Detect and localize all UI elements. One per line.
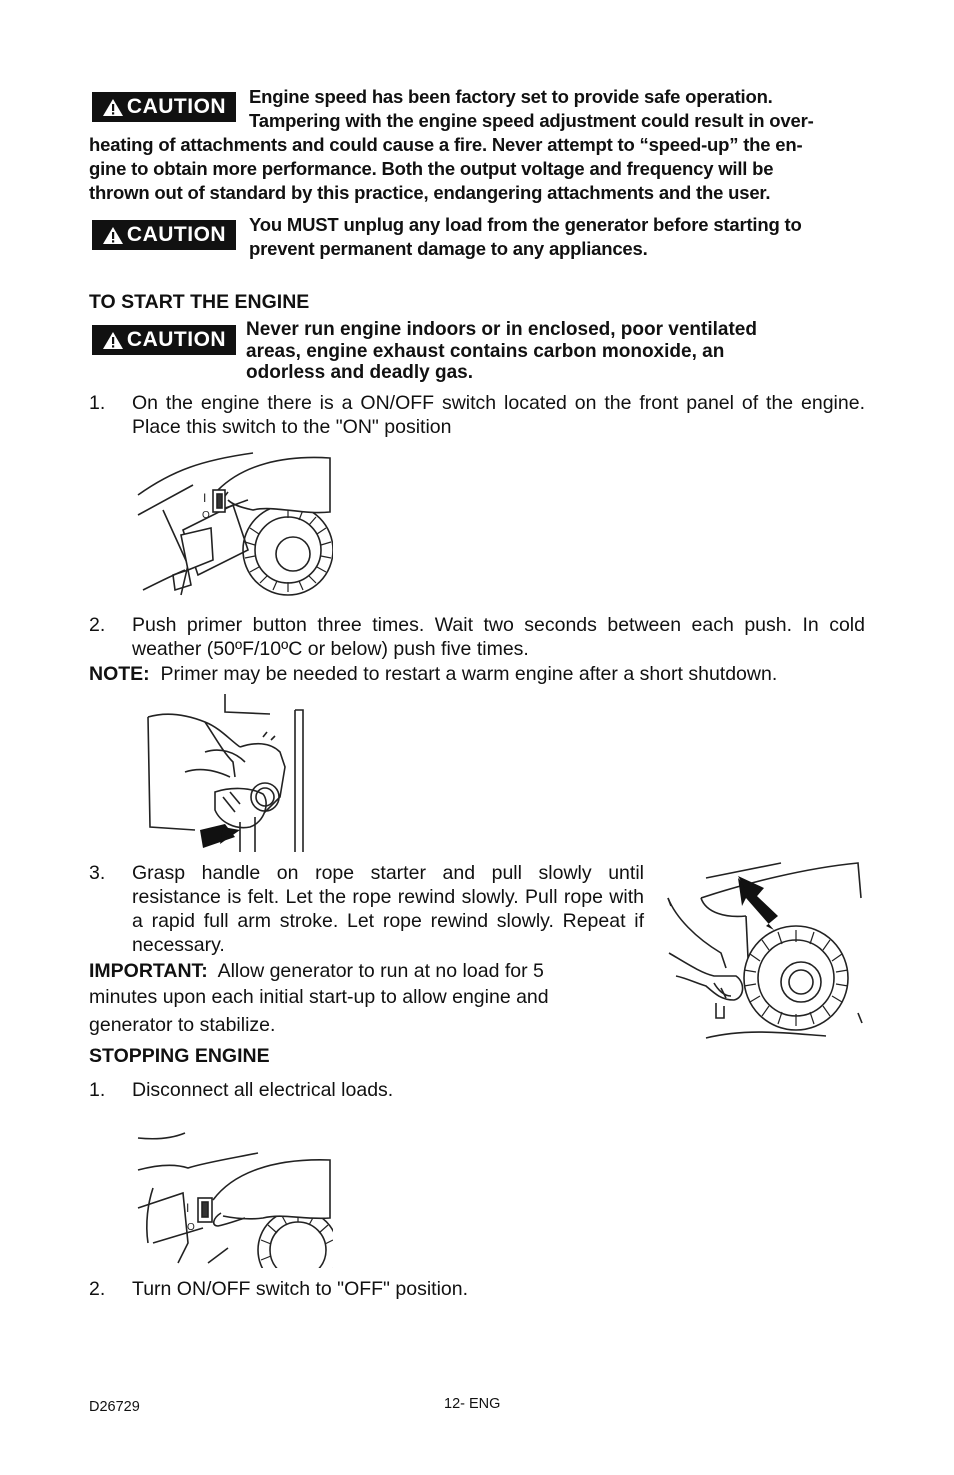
caution-line: areas, engine exhaust contains carbon monoxide, an: [246, 341, 725, 362]
model-number: D26729: [89, 1399, 140, 1415]
caution-badge: [92, 92, 236, 122]
caution-line: odorless and deadly gas.: [246, 362, 474, 383]
step-text: Grasp handle on rope starter and pull slowly until resistance is felt. Let the rope rewind slowly. Pull rope with a rapid full arm stroke. Let rope rewind slowly. Repeat if necessary.: [132, 862, 644, 956]
step-number: 2.: [89, 1278, 106, 1300]
step-text: On the engine there is a ON/OFF switch located on the front panel of the engine. Place this switch to the "ON" position: [132, 392, 865, 438]
step-number: 3.: [89, 862, 106, 884]
start-step-1: [89, 391, 865, 441]
page-number: 12- ENG: [444, 1396, 501, 1412]
caution-badge: [92, 325, 236, 355]
start-step-2: [89, 613, 865, 663]
section-heading-start: TO START THE ENGINE: [89, 291, 310, 313]
caution-line: prevent permanent damage to any appliances.: [249, 238, 648, 259]
caution-line: Tampering with the engine speed adjustment could result in over-: [249, 110, 814, 131]
important-note: [89, 958, 544, 984]
start-step-3: [89, 861, 644, 959]
caution-line: Never run engine indoors or in enclosed, poor ventilated: [246, 319, 757, 340]
warning-triangle-icon: [102, 226, 124, 245]
note-label: NOTE:: [89, 663, 150, 685]
caution-label: CAUTION: [126, 223, 227, 246]
caution-line: You MUST unplug any load from the generator before starting to: [249, 214, 802, 235]
warning-triangle-icon: [102, 98, 124, 117]
caution-line: thrown out of standard by this practice, endangering attachments and the user.: [89, 182, 771, 203]
switch-off-illustration: [133, 1128, 333, 1268]
stop-step-2: [89, 1277, 865, 1303]
caution-line: Engine speed has been factory set to provide safe operation.: [249, 86, 773, 107]
important-line: generator to stabilize.: [89, 1014, 276, 1036]
stop-step-1: [89, 1078, 865, 1104]
caution-label: CAUTION: [126, 328, 227, 351]
switch-off-mark: O: [187, 1222, 195, 1233]
step-text: Turn ON/OFF switch to "OFF" position.: [132, 1278, 469, 1300]
caution-line: gine to obtain more performance. Both the output voltage and frequency will be: [89, 158, 774, 179]
step-number: 1.: [89, 1079, 106, 1101]
step-text: Disconnect all electrical loads.: [132, 1079, 394, 1101]
switch-on-mark: I: [186, 1201, 190, 1215]
important-line: minutes upon each initial start-up to allow engine and: [89, 986, 549, 1008]
warning-triangle-icon: [102, 331, 124, 350]
primer-illustration: [145, 692, 320, 855]
switch-off-mark: O: [202, 510, 210, 521]
rope-starter-illustration: [666, 858, 864, 1041]
caution-label: CAUTION: [126, 95, 227, 118]
step-number: 2.: [89, 614, 106, 636]
switch-on-mark: I: [203, 491, 207, 505]
note-text: Primer may be needed to restart a warm engine after a short shutdown.: [160, 663, 778, 685]
important-label: IMPORTANT:: [89, 960, 208, 982]
caution-badge: [92, 220, 236, 250]
switch-on-illustration: [133, 450, 333, 600]
caution-line: heating of attachments and could cause a fire. Never attempt to “speed-up” the en-: [89, 134, 803, 155]
note: [89, 661, 777, 687]
step-number: 1.: [89, 392, 106, 414]
section-heading-stop: STOPPING ENGINE: [89, 1045, 270, 1067]
step-text: Push primer button three times. Wait two seconds between each push. In cold weather (50ºF/10ºC or below) push five times.: [132, 614, 865, 660]
important-line: Allow generator to run at no load for 5: [217, 960, 544, 982]
